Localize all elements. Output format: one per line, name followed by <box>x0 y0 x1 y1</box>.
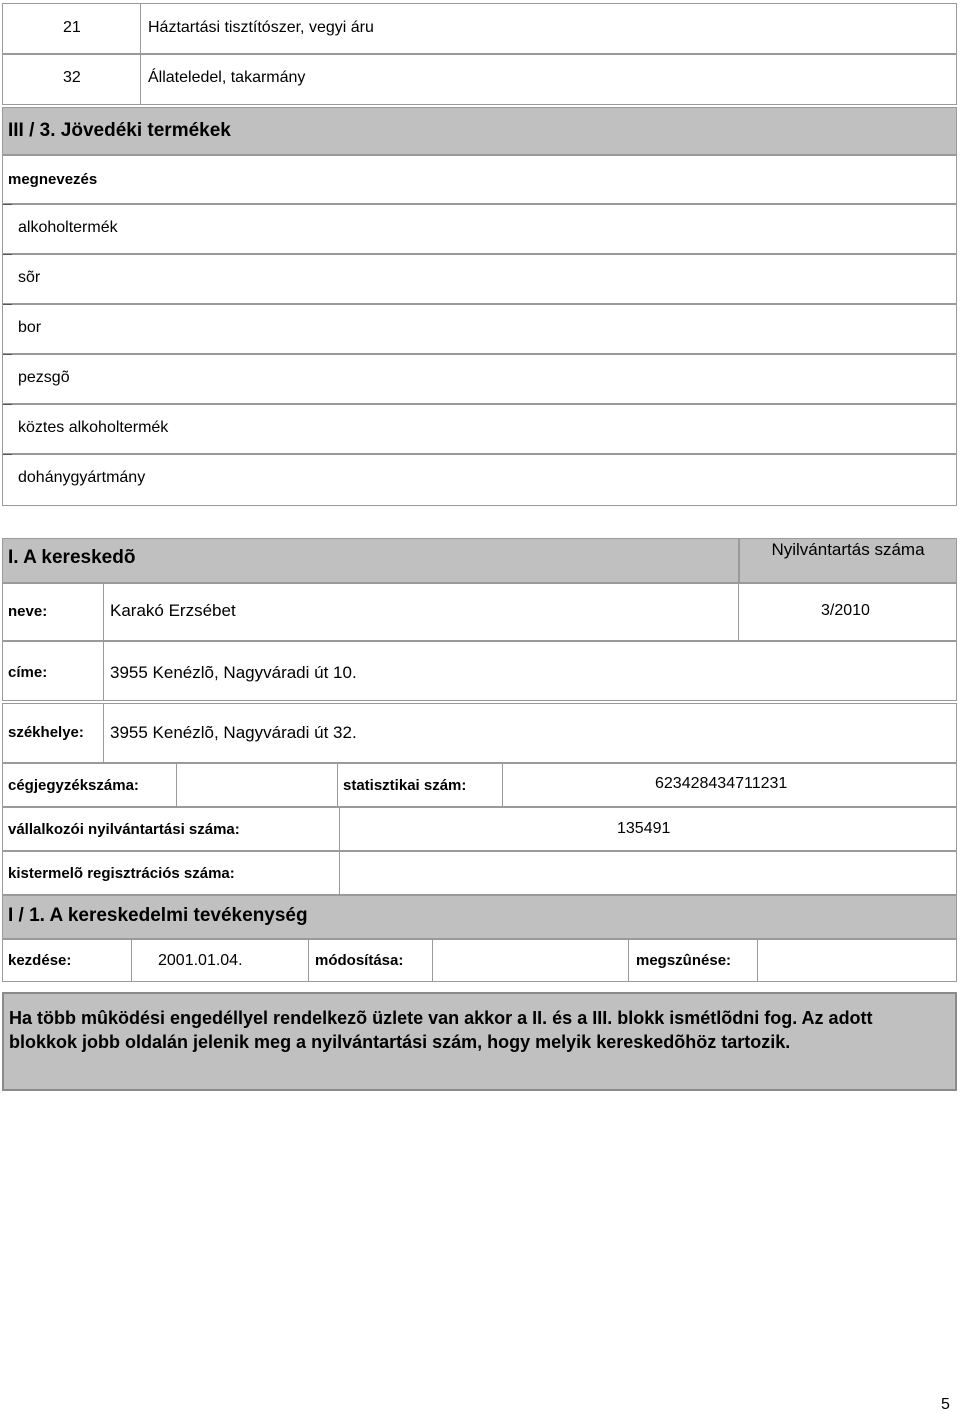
modified-label: módosítása: <box>315 952 404 969</box>
checkbox-mark <box>3 454 12 455</box>
excise-item-row <box>2 304 957 354</box>
excise-item: dohánygyártmány <box>18 469 146 486</box>
modified-value-cell <box>432 939 629 982</box>
excise-item: köztes alkoholtermék <box>18 419 169 436</box>
trader-section-title: I. A kereskedõ <box>8 547 136 568</box>
activity-section-title: I / 1. A kereskedelmi tevékenység <box>8 905 308 926</box>
excise-item: alkoholtermék <box>18 219 118 236</box>
end-value-cell <box>757 939 957 982</box>
name-label: neve: <box>8 603 48 620</box>
excise-column-label: megnevezés <box>8 171 98 188</box>
checkbox-mark <box>3 354 12 355</box>
checkbox-mark <box>3 304 12 305</box>
seat-label: székhelye: <box>8 724 84 741</box>
checkbox-mark <box>3 204 12 205</box>
end-label: megszûnése: <box>636 952 732 969</box>
product-row <box>2 54 957 105</box>
registry-value: 3/2010 <box>821 602 870 619</box>
company-reg-label: cégjegyzékszáma: <box>8 777 139 794</box>
excise-section-title: III / 3. Jövedéki termékek <box>8 120 231 141</box>
excise-item: pezsgõ <box>18 369 70 386</box>
stat-label: statisztikai szám: <box>343 777 467 794</box>
entrepreneur-value: 135491 <box>617 820 671 837</box>
stat-value: 623428434711231 <box>655 775 788 792</box>
start-value: 2001.01.04. <box>158 952 243 969</box>
excise-item: sõr <box>18 269 41 286</box>
seat-value: 3955 Kenézlõ, Nagyváradi út 32. <box>110 723 357 742</box>
registry-header: Nyilvántartás száma <box>771 540 925 559</box>
page-number: 5 <box>941 1396 950 1413</box>
address-label: címe: <box>8 664 48 681</box>
name-value: Karakó Erzsébet <box>110 601 236 620</box>
excise-item: bor <box>18 319 42 336</box>
checkbox-mark <box>3 404 12 405</box>
product-row <box>2 3 957 54</box>
excise-item-row <box>2 354 957 404</box>
product-name: Háztartási tisztítószer, vegyi áru <box>148 19 374 36</box>
product-code: 21 <box>63 19 81 36</box>
excise-item-row <box>2 454 957 506</box>
smallholder-value-cell <box>339 851 957 895</box>
product-name: Állateledel, takarmány <box>148 69 306 86</box>
company-reg-value-cell <box>176 763 338 807</box>
excise-column-header <box>2 155 957 204</box>
smallholder-label: kistermelõ regisztrációs száma: <box>8 865 235 882</box>
entrepreneur-label: vállalkozói nyilvántartási száma: <box>8 821 240 838</box>
address-value: 3955 Kenézlõ, Nagyváradi út 10. <box>110 663 357 682</box>
excise-item-row <box>2 204 957 254</box>
product-code: 32 <box>63 69 81 86</box>
excise-item-row <box>2 254 957 304</box>
checkbox-mark <box>3 254 12 255</box>
note-text: Ha több mûködési engedéllyel rendelkezõ üzlete van akkor a II. és a III. blokk ismétlõdni fog. Az adott blokkok jobb oldalán jelenik meg a nyilvántartási szám, hogy melyik kereskedõhöz tartozik. <box>9 1008 873 1052</box>
start-label: kezdése: <box>8 952 72 969</box>
